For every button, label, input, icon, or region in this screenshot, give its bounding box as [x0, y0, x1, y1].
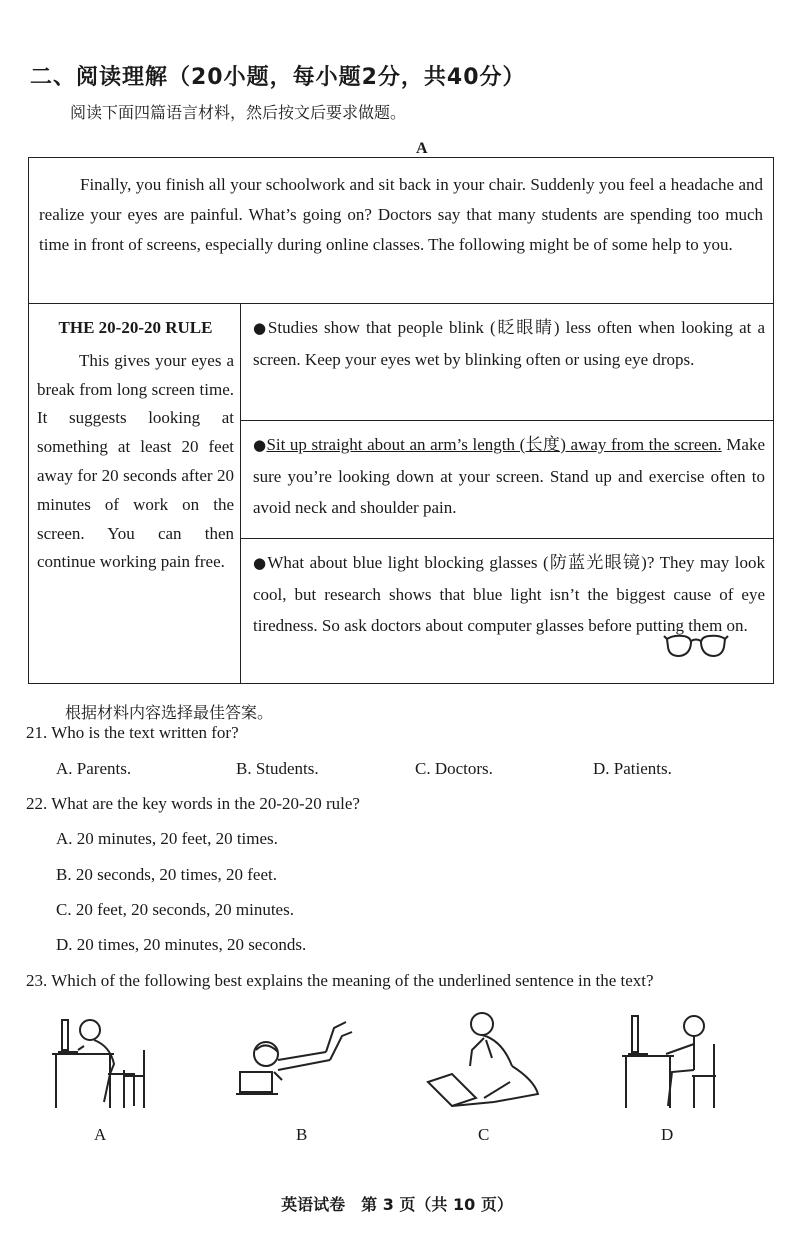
tip-blinking	[241, 304, 773, 421]
section-instruction: 阅读下面四篇语言材料，然后按文后要求做题。	[70, 103, 407, 122]
question-number: 23.	[26, 971, 48, 990]
figure-label-a: A	[94, 1125, 107, 1144]
question-23	[26, 971, 654, 991]
question-number: 21.	[26, 723, 48, 742]
passage-box	[28, 157, 774, 684]
option-22-d[interactable]: D. 20 times, 20 minutes, 20 seconds.	[56, 935, 307, 954]
option-22-b[interactable]: B. 20 seconds, 20 times, 20 feet.	[56, 865, 277, 884]
tip-text: Make sure you’re looking down at your screen. Stand up and exercise often to avoid neck and shoulder pain.	[253, 435, 765, 517]
glasses-icon	[663, 627, 729, 663]
option-21-d[interactable]: D. Patients.	[593, 759, 672, 778]
passage-label: A	[416, 140, 428, 157]
figure-b-lying-with-laptop[interactable]	[234, 1010, 354, 1110]
tip-posture	[241, 421, 773, 539]
passage-intro	[29, 158, 773, 304]
tip-text: Studies show that people blink (眨眼睛) less often when looking at a screen. Keep your eyes wet by blinking often or using eye drops.	[253, 318, 766, 369]
bullet-icon: ●	[253, 554, 268, 572]
question-21	[26, 723, 239, 743]
underlined-sentence: Sit up straight about an arm’s length (长度) away from the screen.	[266, 435, 722, 454]
figure-label-c: C	[478, 1125, 490, 1144]
option-21-c[interactable]: C. Doctors.	[415, 759, 493, 778]
option-21-b[interactable]: B. Students.	[236, 759, 319, 778]
question-number: 22.	[26, 794, 48, 813]
rule-text: This gives your eyes a break from long screen time. It suggests looking at something at least 20 feet away for 20 seconds after 20 minutes of work on the screen. You can then continue working pain free.	[37, 350, 234, 572]
tip-blue-light	[241, 539, 773, 683]
option-22-a[interactable]: A. 20 minutes, 20 feet, 20 times.	[56, 829, 278, 848]
bullet-icon: ●	[253, 319, 268, 337]
figure-a-hunched-at-desk[interactable]	[48, 1010, 168, 1110]
question-22	[26, 794, 360, 814]
tip-text: What about blue light blocking glasses (防蓝光眼镜)? They may look cool, but research shows that blue light isn’t the biggest cause of eye tiredness. So ask doctors about computer glasses before putting them on.	[253, 553, 765, 635]
option-21-a[interactable]: A. Parents.	[56, 759, 132, 778]
page-footer: 英语试卷 第 3 页（共 10 页）	[281, 1195, 513, 1214]
rule-title: THE 20-20-20 RULE	[58, 318, 213, 337]
option-22-c[interactable]: C. 20 feet, 20 seconds, 20 minutes.	[56, 900, 294, 919]
rule-column	[29, 304, 241, 683]
figure-d-sitting-upright[interactable]	[622, 1010, 742, 1110]
questions-intro: 根据材料内容选择最佳答案。	[65, 703, 274, 722]
figure-label-b: B	[296, 1125, 308, 1144]
question-text: What are the key words in the 20-20-20 rule?	[51, 794, 360, 813]
figure-c-floor-with-laptop[interactable]	[424, 1010, 544, 1110]
question-text: Who is the text written for?	[51, 723, 239, 742]
passage-intro-text: Finally, you finish all your schoolwork and sit back in your chair. Suddenly you feel a headache and realize your eyes are painful. What’s going on? Doctors say that many students are spending too much time in front of screens, especially during online classes. The following might be of some help to you.	[39, 175, 763, 254]
figure-label-d: D	[661, 1125, 674, 1144]
section-title: 二、阅读理解（20小题，每小题2分，共40分）	[30, 65, 526, 90]
question-text: Which of the following best explains the meaning of the underlined sentence in the text?	[51, 971, 654, 990]
bullet-icon: ●	[253, 436, 267, 454]
